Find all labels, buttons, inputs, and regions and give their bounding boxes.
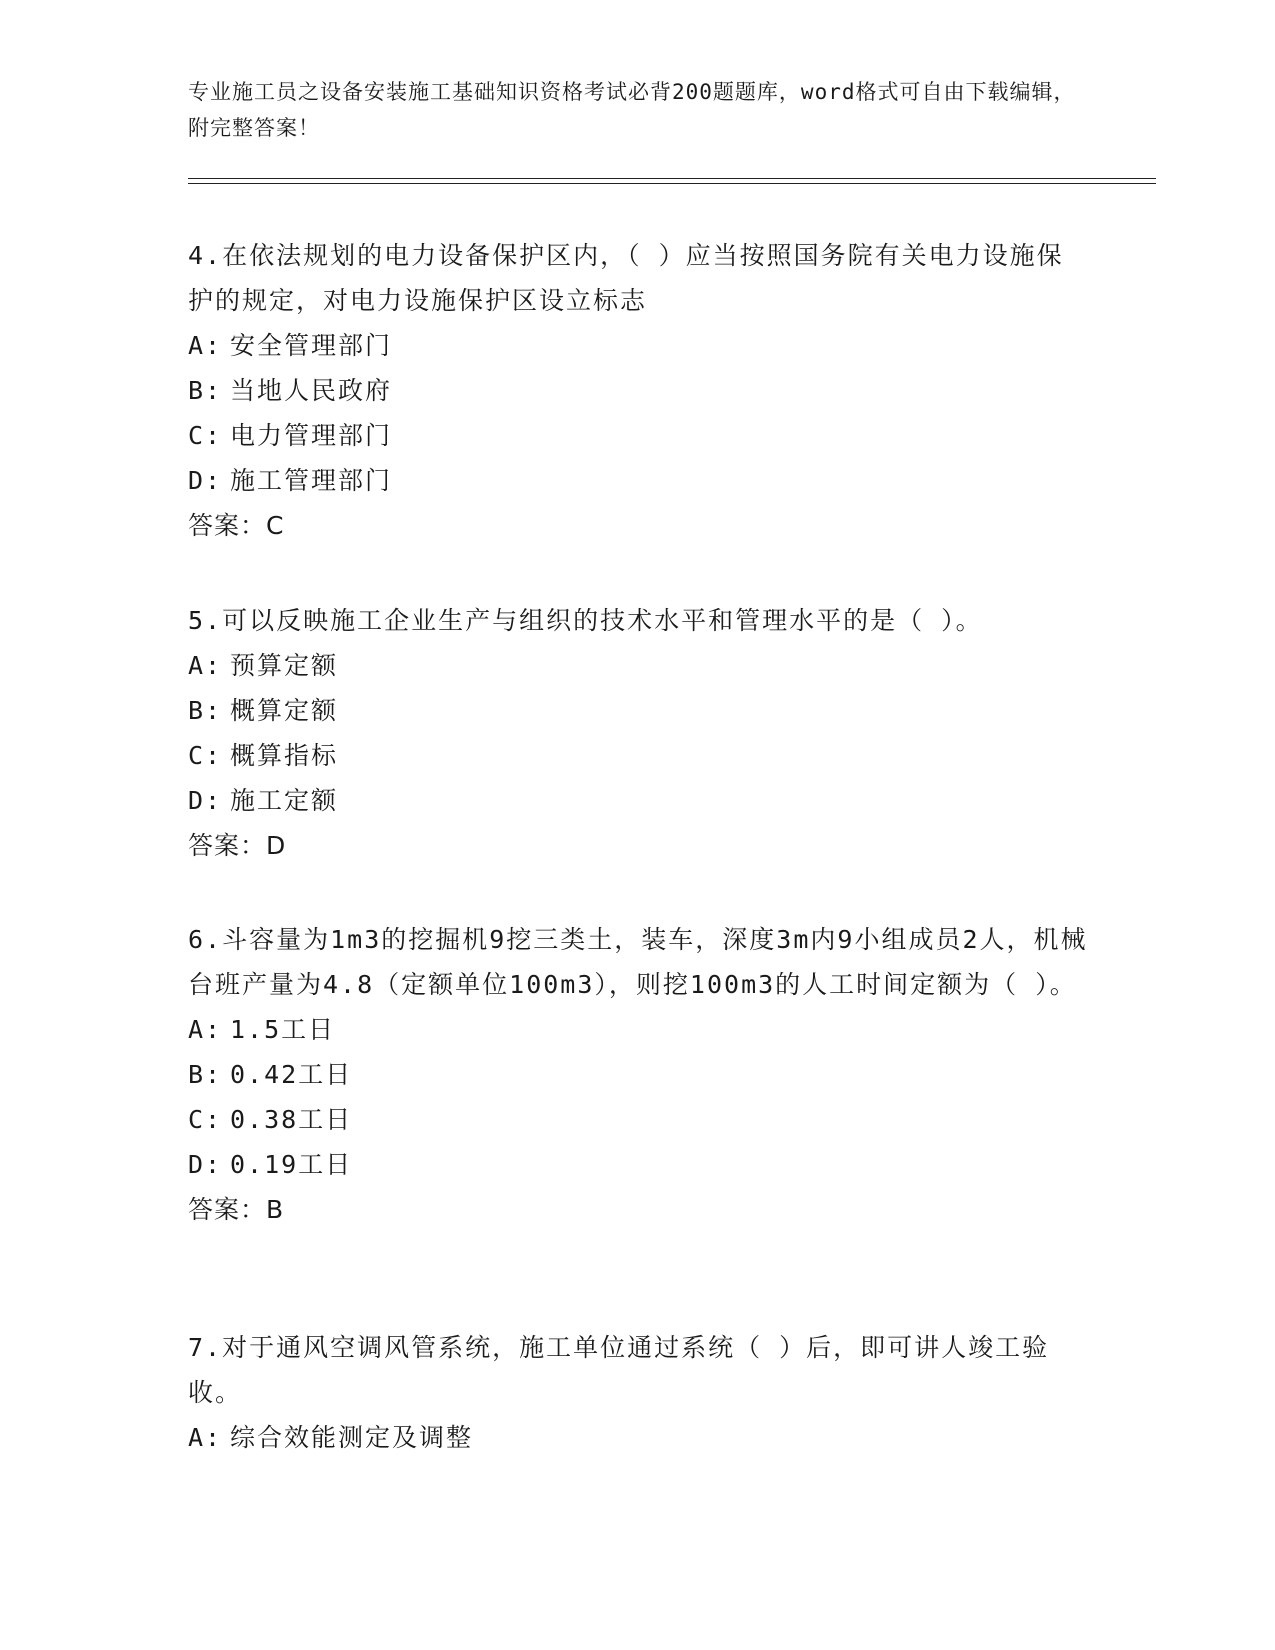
- question-stem: 4.在依法规划的电力设备保护区内，（ ）应当按照国务院有关电力设施保护的规定，对电力设施保护区设立标志: [188, 241, 1064, 315]
- question-stem: 7.对于通风空调风管系统，施工单位通过系统（ ）后，即可讲人竣工验收。: [188, 1333, 1050, 1407]
- document-header: 专业施工员之设备安装施工基础知识资格考试必背200题题库，word格式可自由下载编辑，附完整答案！: [188, 80, 1076, 140]
- option-a: [188, 323, 1088, 368]
- option-text: 当地人民政府: [230, 376, 393, 405]
- option-text: 预算定额: [230, 651, 339, 680]
- option-text: 综合效能测定及调整: [230, 1423, 474, 1452]
- option-text: 0.38工日: [230, 1105, 353, 1134]
- option-label: C:: [188, 421, 223, 450]
- option-label: D:: [188, 466, 223, 495]
- header-divider-bottom: [188, 183, 1156, 184]
- header-divider-top: [188, 178, 1156, 179]
- option-b: [188, 688, 1088, 733]
- option-text: 电力管理部门: [230, 421, 393, 450]
- option-d: [188, 458, 1088, 503]
- option-label: A:: [188, 1423, 223, 1452]
- option-b: [188, 368, 1088, 413]
- option-label: A:: [188, 651, 223, 680]
- option-label: A:: [188, 1015, 223, 1044]
- option-a: [188, 1007, 1088, 1052]
- option-d: [188, 778, 1088, 823]
- option-label: D:: [188, 786, 223, 815]
- option-text: 安全管理部门: [230, 331, 393, 360]
- option-a: [188, 643, 1088, 688]
- question-7: [188, 1325, 1088, 1460]
- option-b: [188, 1052, 1088, 1097]
- option-text: 1.5工日: [230, 1015, 336, 1044]
- option-a: [188, 1415, 1088, 1460]
- answer-line: 答案：B: [188, 1195, 285, 1224]
- option-label: B:: [188, 376, 223, 405]
- option-text: 施工管理部门: [230, 466, 393, 495]
- option-text: 施工定额: [230, 786, 339, 815]
- answer-line: 答案：D: [188, 831, 287, 860]
- option-text: 概算定额: [230, 696, 339, 725]
- question-stem: 5.可以反映施工企业生产与组织的技术水平和管理水平的是（ ）。: [188, 606, 983, 635]
- option-c: [188, 733, 1088, 778]
- option-c: [188, 1097, 1088, 1142]
- option-text: 概算指标: [230, 741, 339, 770]
- option-label: A:: [188, 331, 223, 360]
- question-6: [188, 917, 1088, 1233]
- option-d: [188, 1142, 1088, 1187]
- option-text: 0.42工日: [230, 1060, 353, 1089]
- question-5: [188, 598, 1088, 869]
- question-4: [188, 233, 1088, 549]
- option-label: C:: [188, 1105, 223, 1134]
- option-label: D:: [188, 1150, 223, 1179]
- answer-line: 答案：C: [188, 511, 285, 540]
- option-label: B:: [188, 696, 223, 725]
- question-stem: 6.斗容量为1m3的挖掘机9挖三类土，装车，深度3m内9小组成员2人，机械台班产量为4.8（定额单位100m3），则挖100m3的人工时间定额为（ ）。: [188, 925, 1088, 999]
- option-label: B:: [188, 1060, 223, 1089]
- option-text: 0.19工日: [230, 1150, 353, 1179]
- option-label: C:: [188, 741, 223, 770]
- option-c: [188, 413, 1088, 458]
